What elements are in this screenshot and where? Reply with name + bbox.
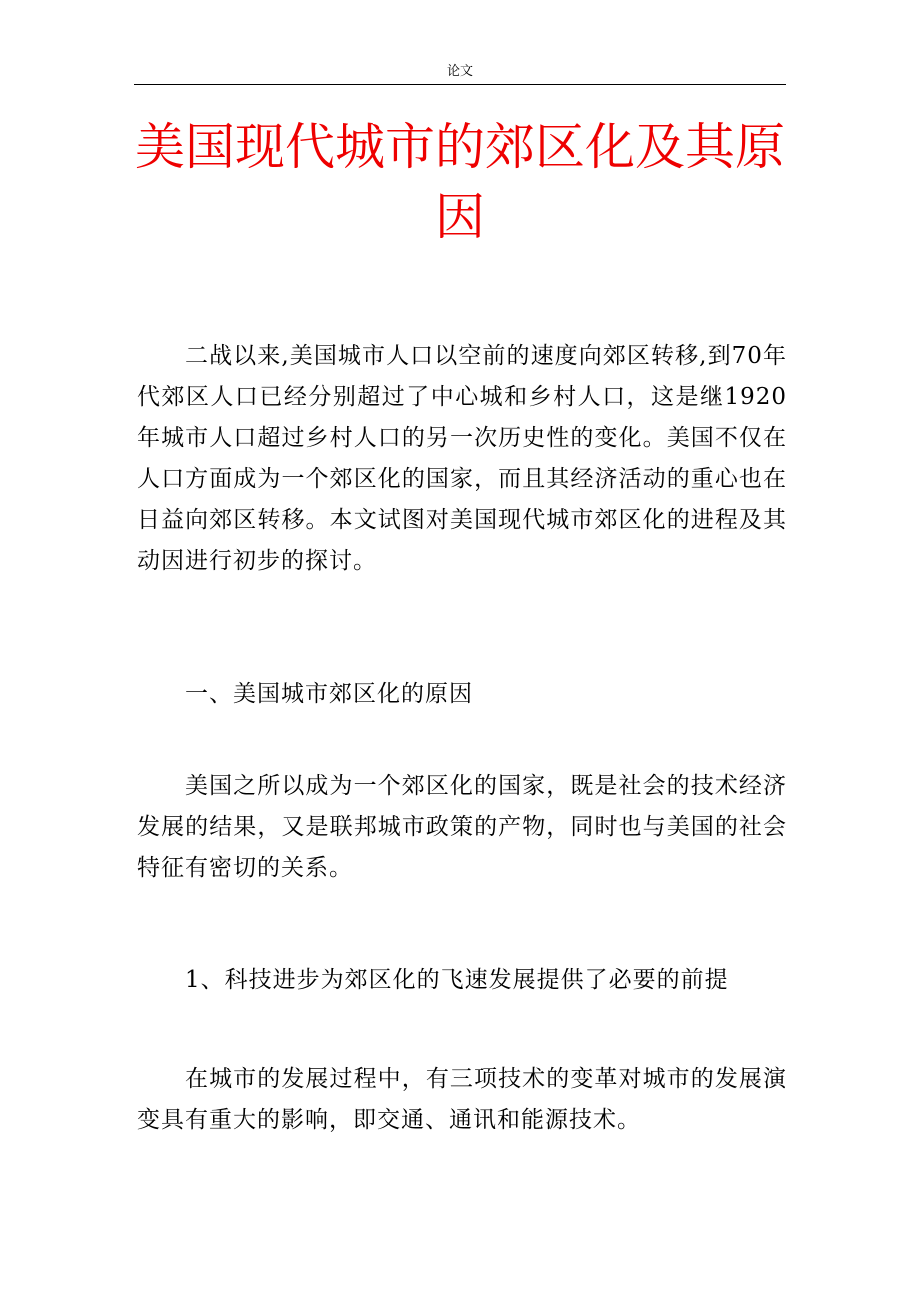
subsection-heading-1: 1、科技进步为郊区化的飞速发展提供了必要的前提 xyxy=(185,967,729,993)
document-title: 美国现代城市的郊区化及其原因 xyxy=(135,118,785,246)
subsection-paragraph-1: 在城市的发展过程中，有三项技术的变革对城市的发展演变具有重大的影响，即交通、通讯和能源技术。 xyxy=(137,1066,787,1133)
running-header: 论文 xyxy=(446,64,473,79)
section-heading-1: 一、美国城市郊区化的原因 xyxy=(185,681,473,707)
intro-paragraph: 二战以来,美国城市人口以空前的速度向郊区转移,到70年代郊区人口已经分别超过了中心城和乡村人口，这是继1920年城市人口超过乡村人口的另一次历史性的变化。美国不仅在人口方面成为一个郊区化的国家，而且其经济活动的重心也在日益向郊区转移。本文试图对美国现代城市郊区化的进程及其动因进行初步的探讨。 xyxy=(137,343,787,574)
section-paragraph-1: 美国之所以成为一个郊区化的国家，既是社会的技术经济发展的结果，又是联邦城市政策的产物，同时也与美国的社会特征有密切的关系。 xyxy=(137,773,787,881)
header-rule xyxy=(134,84,786,85)
